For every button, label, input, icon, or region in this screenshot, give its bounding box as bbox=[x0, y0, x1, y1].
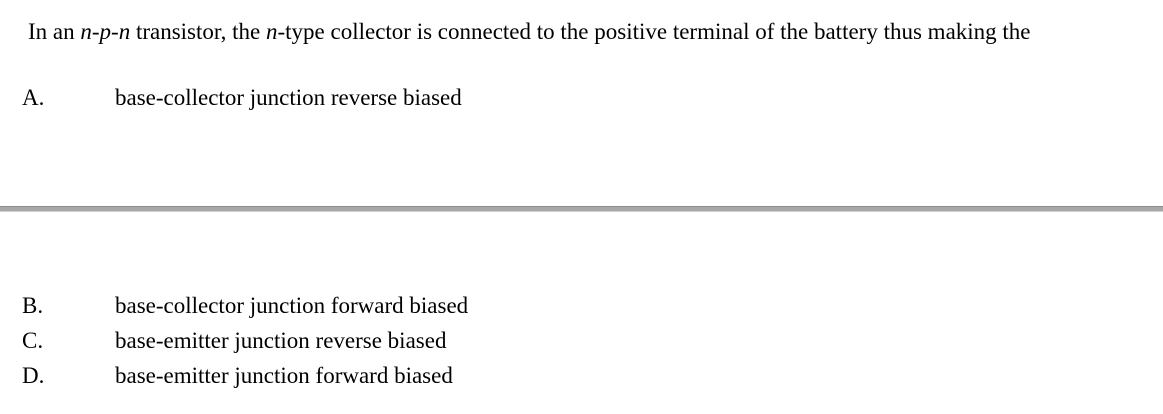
option-b-text: base-collector junction forward biased bbox=[115, 293, 469, 318]
option-c[interactable] bbox=[22, 327, 446, 355]
section-divider bbox=[0, 206, 1163, 212]
option-b[interactable] bbox=[22, 292, 468, 320]
option-d-text: base-emitter junction forward biased bbox=[115, 363, 453, 388]
question-part-2: transistor, the bbox=[130, 19, 266, 44]
question-italic-npn: n-p-n bbox=[80, 19, 131, 44]
question-part-3: -type collector is connected to the positive terminal of the battery thus making the bbox=[277, 19, 1031, 44]
option-a-text: base-collector junction reverse biased bbox=[115, 85, 462, 110]
option-d-letter: D. bbox=[22, 363, 45, 388]
question-text bbox=[22, 14, 1142, 49]
question-italic-n: n bbox=[265, 19, 278, 44]
question-part-1: In an bbox=[28, 19, 81, 44]
option-c-text: base-emitter junction reverse biased bbox=[115, 328, 447, 353]
option-b-letter: B. bbox=[22, 293, 44, 318]
option-d[interactable] bbox=[22, 362, 453, 390]
option-a[interactable] bbox=[22, 84, 462, 112]
option-c-letter: C. bbox=[22, 328, 44, 353]
option-a-letter: A. bbox=[22, 85, 45, 110]
